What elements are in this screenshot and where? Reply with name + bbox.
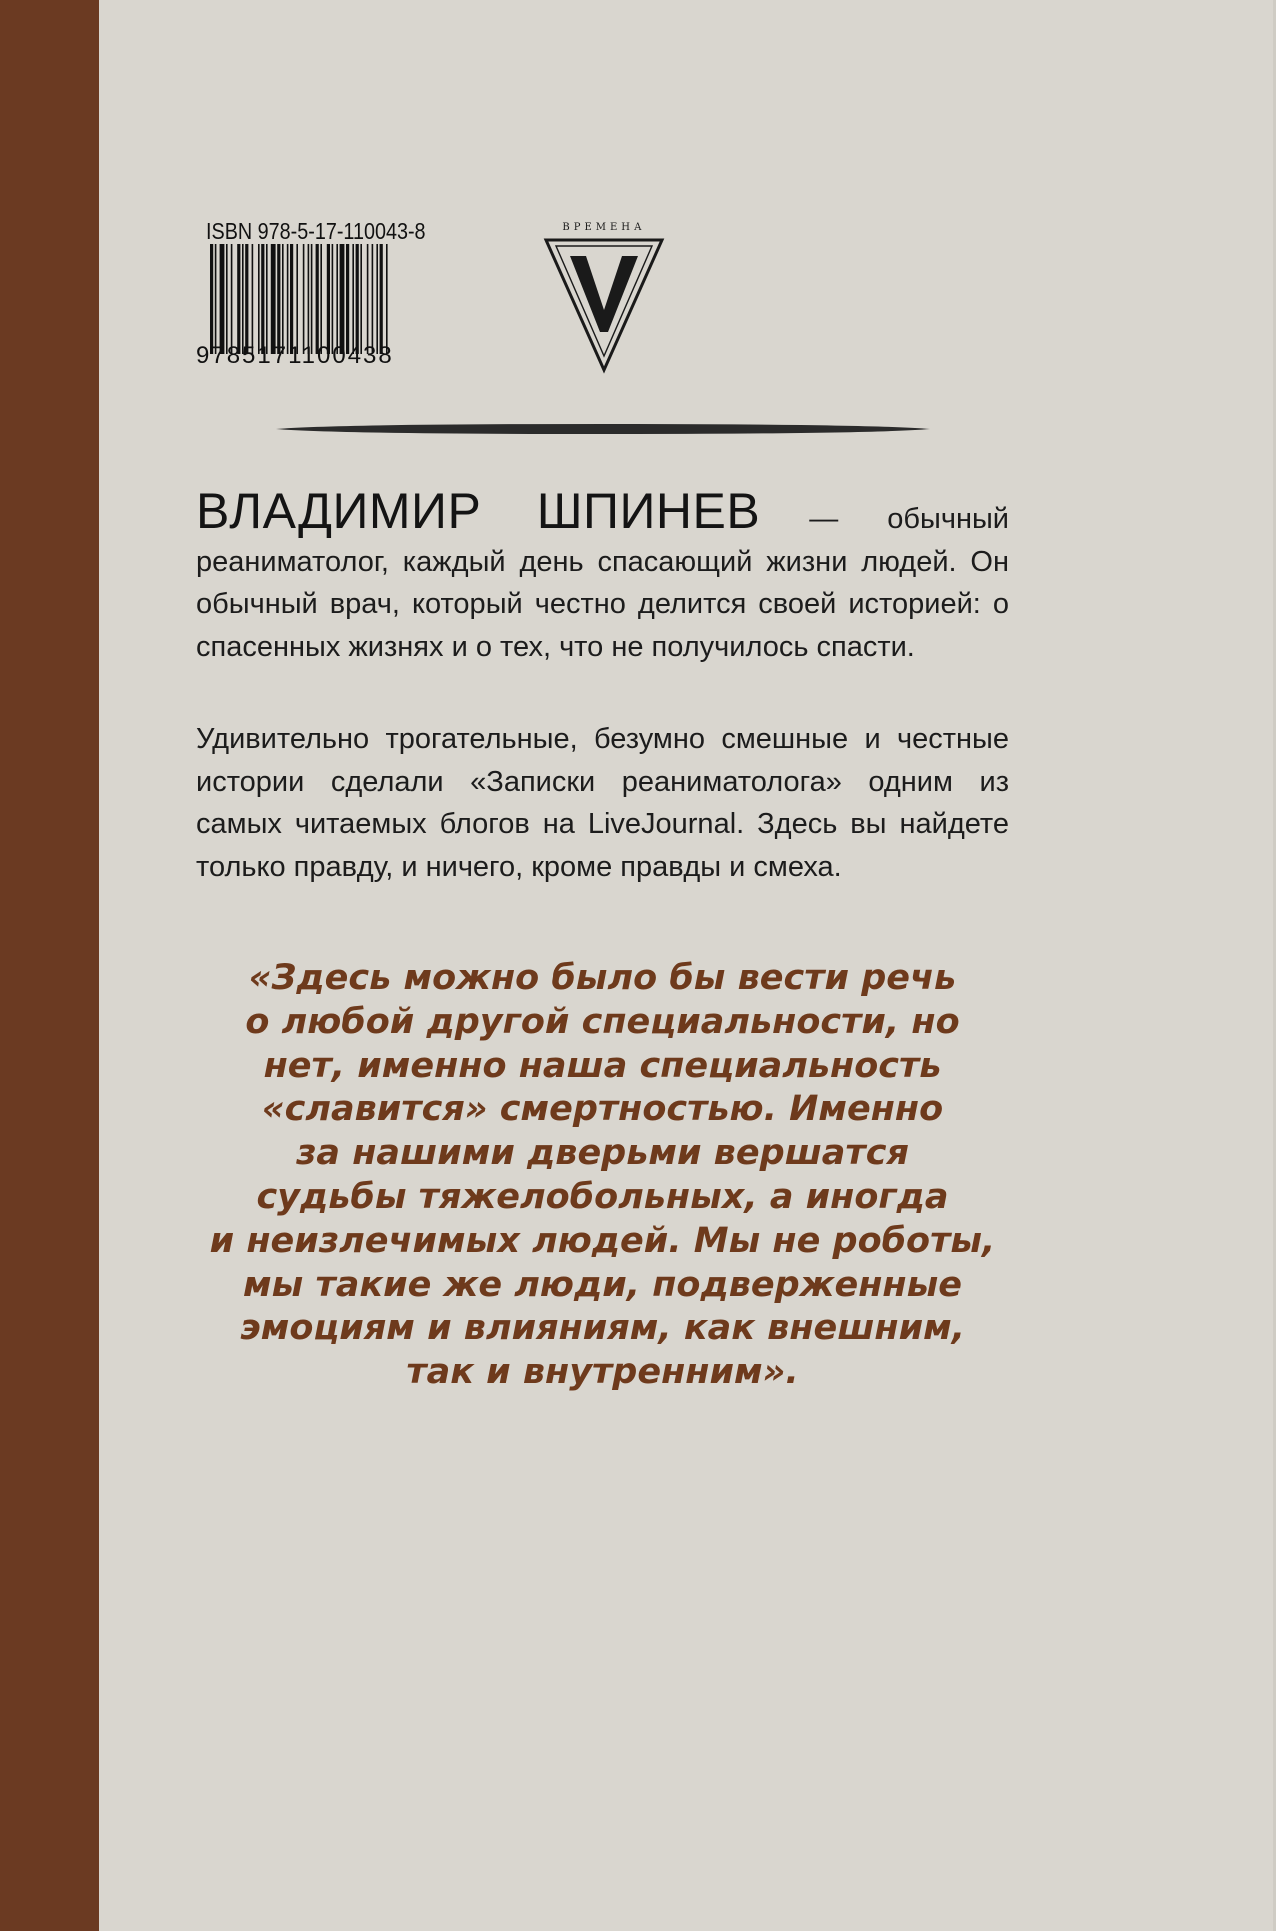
quote-line: за нашими дверьми вершатся xyxy=(296,1133,909,1174)
barcode-bar xyxy=(316,244,319,354)
quote-line: о любой другой специальности, но xyxy=(245,1001,960,1042)
barcode-bar xyxy=(277,244,280,354)
barcode-bar xyxy=(261,244,264,354)
barcode-bar xyxy=(356,244,359,354)
quote-line: «Здесь можно было бы вести речь xyxy=(248,958,957,998)
barcode-bar xyxy=(346,244,349,354)
barcode-bar xyxy=(308,244,310,354)
barcode-bar xyxy=(320,244,322,354)
quote-line: «славится» смертностью. Именно xyxy=(261,1089,944,1130)
barcode-bar xyxy=(220,244,225,354)
book-description: Удивительно трогательные, безумно смешные и честные истории сделали «Записки реаниматолога» одним из самых читаемых блогов на LiveJournal. Здесь вы найдете только правду, и ничего, кроме правды и смеха. xyxy=(196,723,1009,883)
spine-strip xyxy=(0,0,99,1931)
barcode-bar xyxy=(376,244,378,354)
publisher-logo-name: ВРЕМЕНА xyxy=(562,222,646,233)
quote-line: и неизлечимых людей. Мы не роботы, xyxy=(209,1220,996,1261)
barcode-bar xyxy=(242,244,244,354)
barcode-bar xyxy=(237,244,240,354)
publisher-logo xyxy=(542,218,666,374)
quote-line: мы такие же люди, подверженные xyxy=(243,1264,962,1305)
author-name: ВЛАДИМИР ШПИНЕВ xyxy=(196,483,761,539)
barcode-bar xyxy=(215,244,217,354)
quote-line: так и внутренним». xyxy=(406,1352,799,1393)
barcode-bar xyxy=(380,244,383,354)
barcode-bar xyxy=(245,244,248,354)
barcode-bar xyxy=(287,244,289,354)
barcode-bar xyxy=(340,244,345,354)
barcode-bar xyxy=(210,244,213,354)
barcode-bar xyxy=(271,244,276,354)
barcode xyxy=(210,244,440,354)
barcode-bar xyxy=(226,244,228,354)
quote-line: судьбы тяжелобольных, а иногда xyxy=(256,1176,949,1217)
isbn-label: ISBN 978-5-17-110043-8 xyxy=(206,218,426,244)
barcode-bar xyxy=(367,244,369,354)
pull-quote xyxy=(196,957,1009,1395)
barcode-bar xyxy=(332,244,334,354)
barcode-bar xyxy=(372,244,374,354)
barcode-bar xyxy=(296,244,298,354)
barcode-bar xyxy=(266,244,268,354)
author-bio-text: — обычный реаниматолог, каждый день спасающий жизни людей. Он обычный врач, который честно делится своей историей: о спасенных жизнях и о тех, что не получилось спасти. xyxy=(196,503,1009,663)
barcode-bar xyxy=(290,244,293,354)
author-bio xyxy=(196,483,1009,668)
ean-digits-text: 9785171100438 xyxy=(196,342,394,369)
barcode-bar xyxy=(327,244,330,354)
barcode-bar xyxy=(360,244,362,354)
barcode-bar xyxy=(252,244,254,354)
barcode-bar xyxy=(282,244,284,354)
barcode-bar xyxy=(303,244,305,354)
divider-line xyxy=(276,423,930,435)
quote-line: эмоциям и влияниям, как внешним, xyxy=(239,1308,966,1349)
barcode-bar xyxy=(336,244,338,354)
barcode-bar xyxy=(386,244,388,354)
barcode-bar xyxy=(231,244,233,354)
barcode-bar xyxy=(258,244,260,354)
barcode-bar xyxy=(311,244,313,354)
quote-line: нет, именно наша специальность xyxy=(263,1045,942,1086)
barcode-bar xyxy=(352,244,354,354)
